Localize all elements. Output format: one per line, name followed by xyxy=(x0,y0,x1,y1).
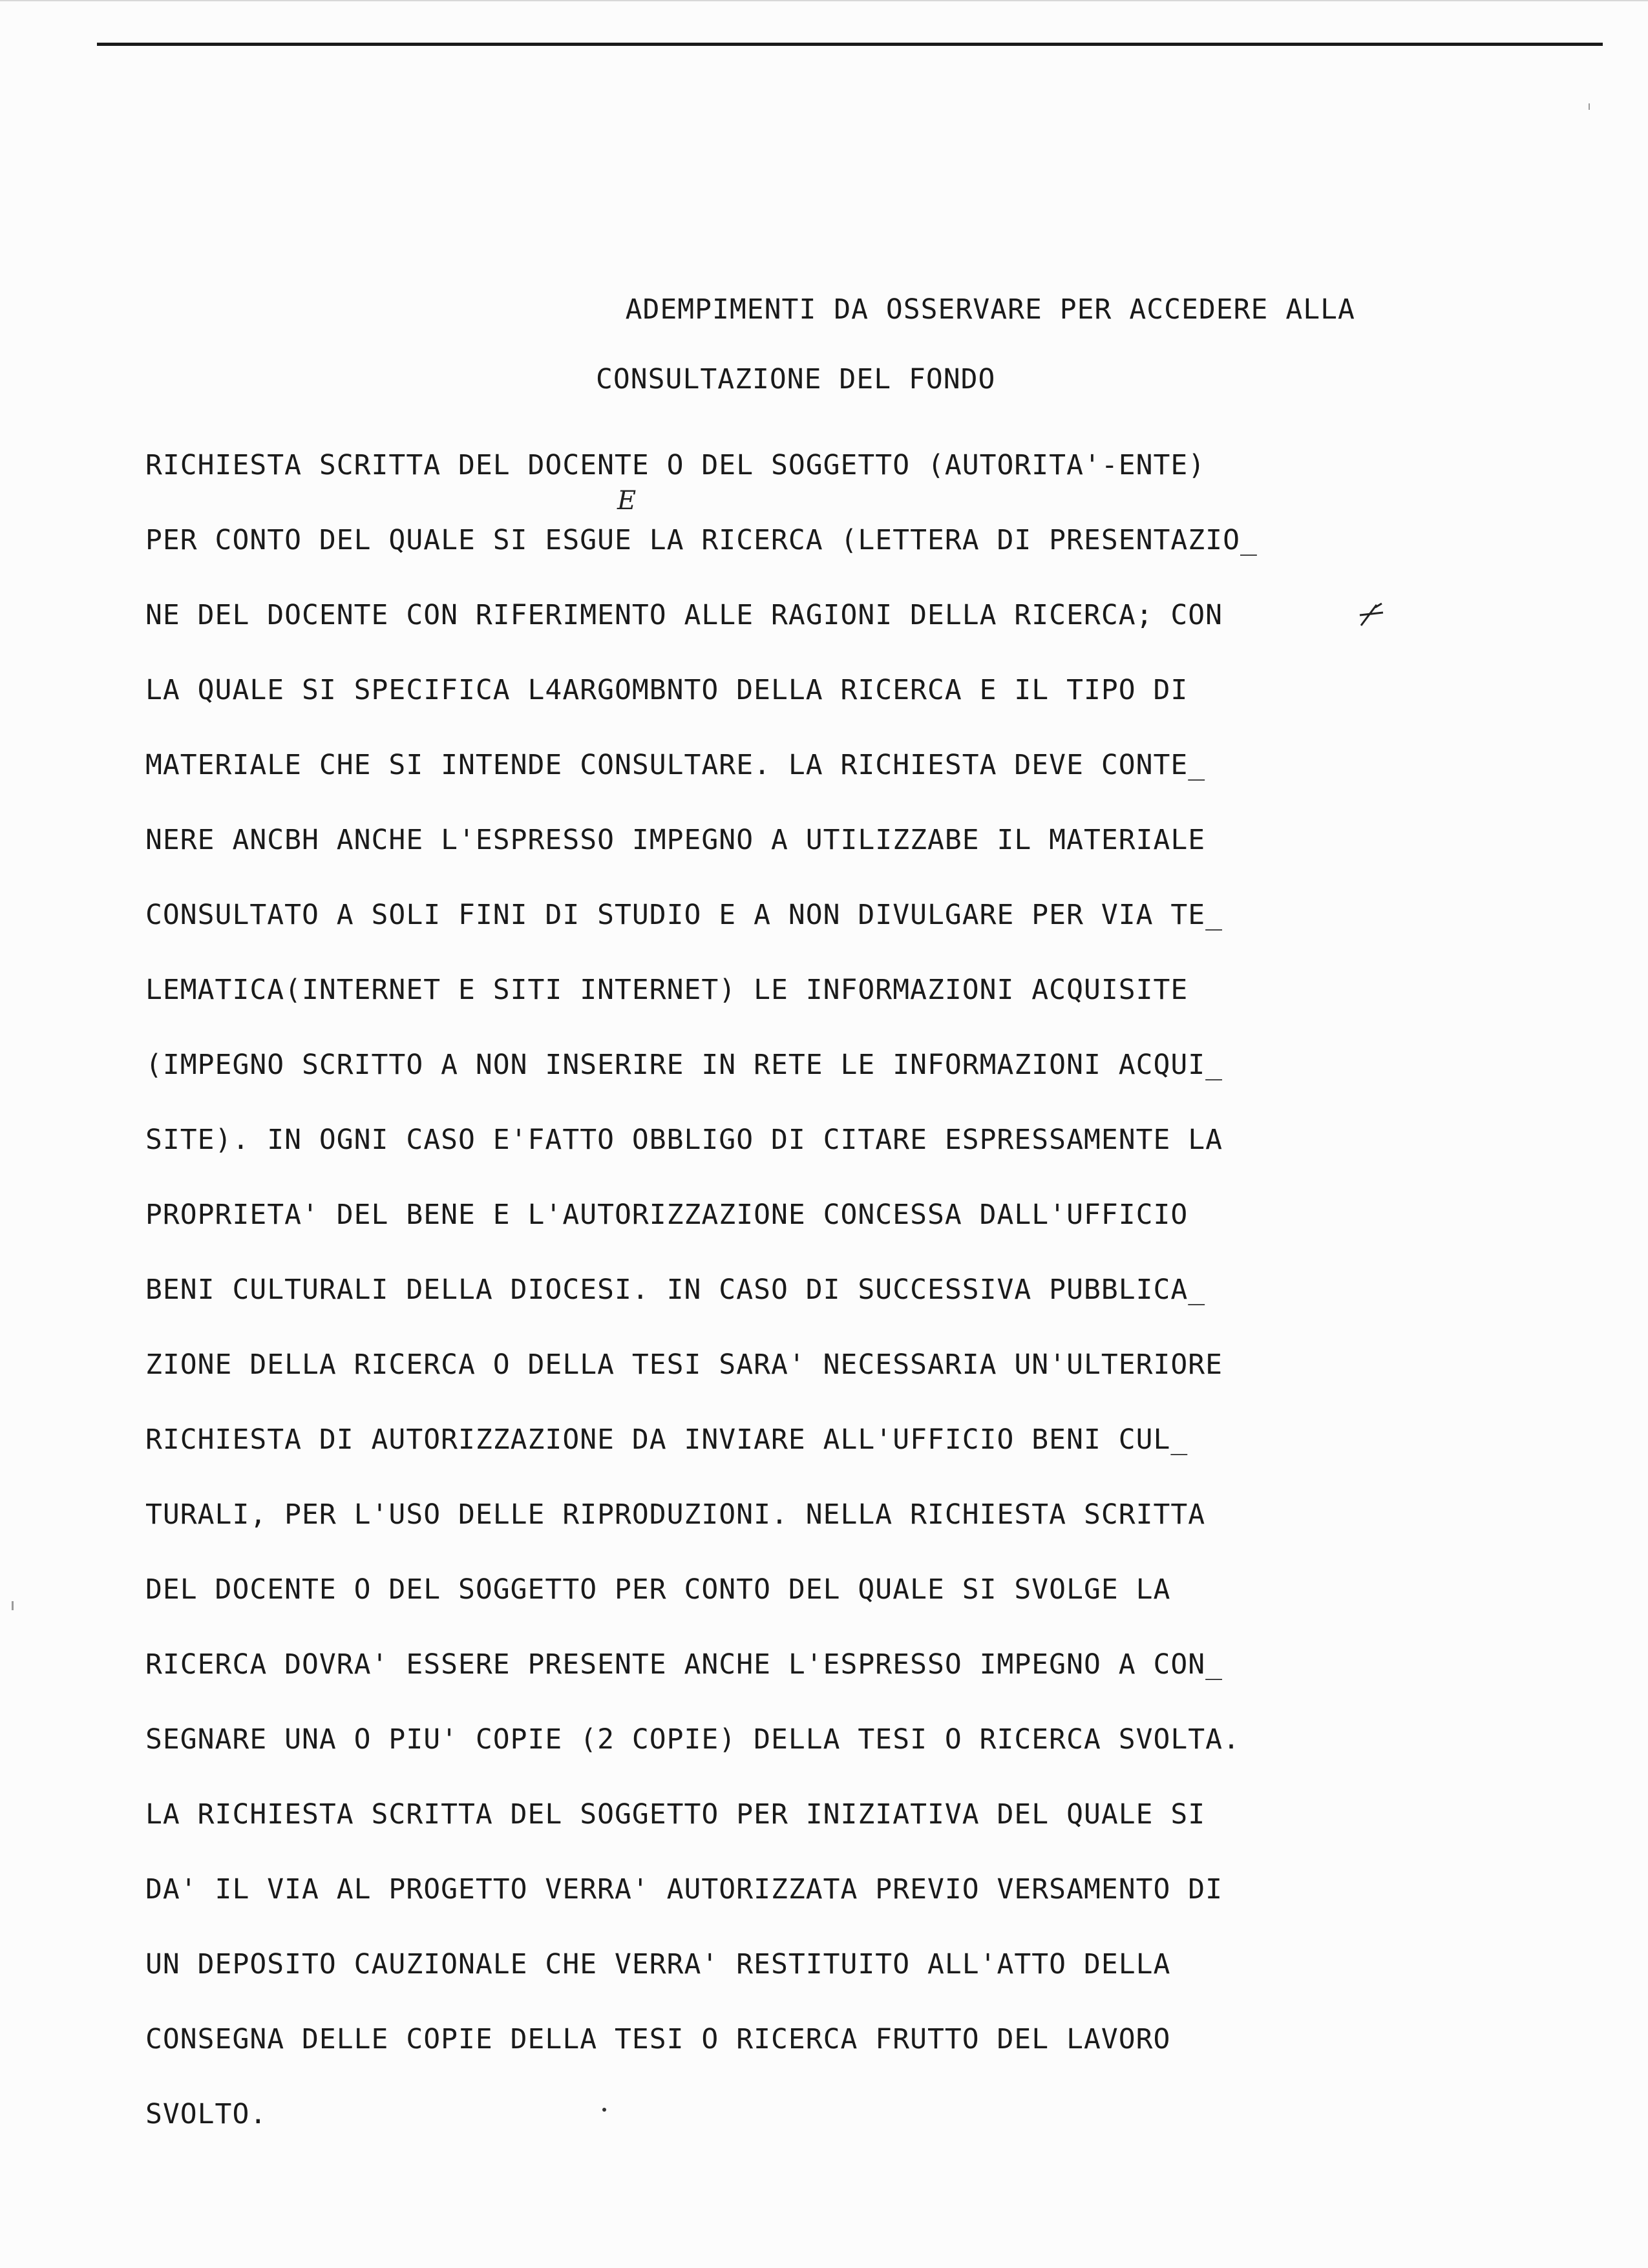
body-line: BENI CULTURALI DELLA DIOCESI. IN CASO DI SUCCESSIVA PUBBLICA_ xyxy=(145,1274,1206,1306)
title-line-2: CONSULTAZIONE DEL FONDO xyxy=(596,363,996,395)
scan-edge xyxy=(0,0,1648,1)
body-line: UN DEPOSITO CAUZIONALE CHE VERRA' RESTITUITO ALL'ATTO DELLA xyxy=(145,1948,1171,1980)
body-line: LEMATICA(INTERNET E SITI INTERNET) LE INFORMAZIONI ACQUISITE xyxy=(145,974,1188,1006)
title-line-1: ADEMPIMENTI DA OSSERVARE PER ACCEDERE ALLA xyxy=(625,293,1355,326)
body-line: DA' IL VIA AL PROGETTO VERRA' AUTORIZZATA PREVIO VERSAMENTO DI xyxy=(145,1873,1223,1906)
handwritten-mark-icon xyxy=(1357,601,1386,629)
body-line: DEL DOCENTE O DEL SOGGETTO PER CONTO DEL QUALE SI SVOLGE LA xyxy=(145,1573,1171,1606)
scan-mark xyxy=(1589,103,1590,110)
body-line: LA RICHIESTA SCRITTA DEL SOGGETTO PER INIZIATIVA DEL QUALE SI xyxy=(145,1798,1206,1831)
body-line: NERE ANCBH ANCHE L'ESPRESSO IMPEGNO A UTILIZZABE IL MATERIALE xyxy=(145,824,1206,856)
body-line: SEGNARE UNA O PIU' COPIE (2 COPIE) DELLA TESI O RICERCA SVOLTA. xyxy=(145,1723,1240,1756)
body-line: SVOLTO. xyxy=(145,2098,268,2130)
body-line: RICHIESTA DI AUTORIZZAZIONE DA INVIARE ALL'UFFICIO BENI CUL_ xyxy=(145,1423,1188,1456)
body-line: RICHIESTA SCRITTA DEL DOCENTE O DEL SOGGETTO (AUTORITA'-ENTE) xyxy=(145,449,1206,481)
body-line: (IMPEGNO SCRITTO A NON INSERIRE IN RETE LE INFORMAZIONI ACQUI_ xyxy=(145,1049,1223,1081)
body-line: LA QUALE SI SPECIFICA L4ARGOMBNTO DELLA RICERCA E IL TIPO DI xyxy=(145,674,1188,706)
body-line: ZIONE DELLA RICERCA O DELLA TESI SARA' NECESSARIA UN'ULTERIORE xyxy=(145,1349,1223,1381)
body-line: RICERCA DOVRA' ESSERE PRESENTE ANCHE L'ESPRESSO IMPEGNO A CON_ xyxy=(145,1648,1223,1681)
top-rule xyxy=(97,43,1603,46)
body-line: CONSEGNA DELLE COPIE DELLA TESI O RICERCA FRUTTO DEL LAVORO xyxy=(145,2023,1171,2055)
body-line: CONSULTATO A SOLI FINI DI STUDIO E A NON DIVULGARE PER VIA TE_ xyxy=(145,899,1223,931)
body-line: PER CONTO DEL QUALE SI ESGUE LA RICERCA (LETTERA DI PRESENTAZIO_ xyxy=(145,524,1258,556)
body-line: TURALI, PER L'USO DELLE RIPRODUZIONI. NELLA RICHIESTA SCRITTA xyxy=(145,1498,1206,1531)
body-line: SITE). IN OGNI CASO E'FATTO OBBLIGO DI CITARE ESPRESSAMENTE LA xyxy=(145,1124,1223,1156)
document-title xyxy=(556,257,1355,467)
scan-speck xyxy=(602,2108,606,2112)
body-line: MATERIALE CHE SI INTENDE CONSULTARE. LA RICHIESTA DEVE CONTE_ xyxy=(145,749,1206,781)
body-line: PROPRIETA' DEL BENE E L'AUTORIZZAZIONE CONCESSA DALL'UFFICIO xyxy=(145,1199,1188,1231)
scan-mark xyxy=(12,1601,14,1610)
body-line: NE DEL DOCENTE CON RIFERIMENTO ALLE RAGIONI DELLA RICERCA; CON xyxy=(145,599,1223,631)
handwritten-correction: E xyxy=(617,486,637,516)
